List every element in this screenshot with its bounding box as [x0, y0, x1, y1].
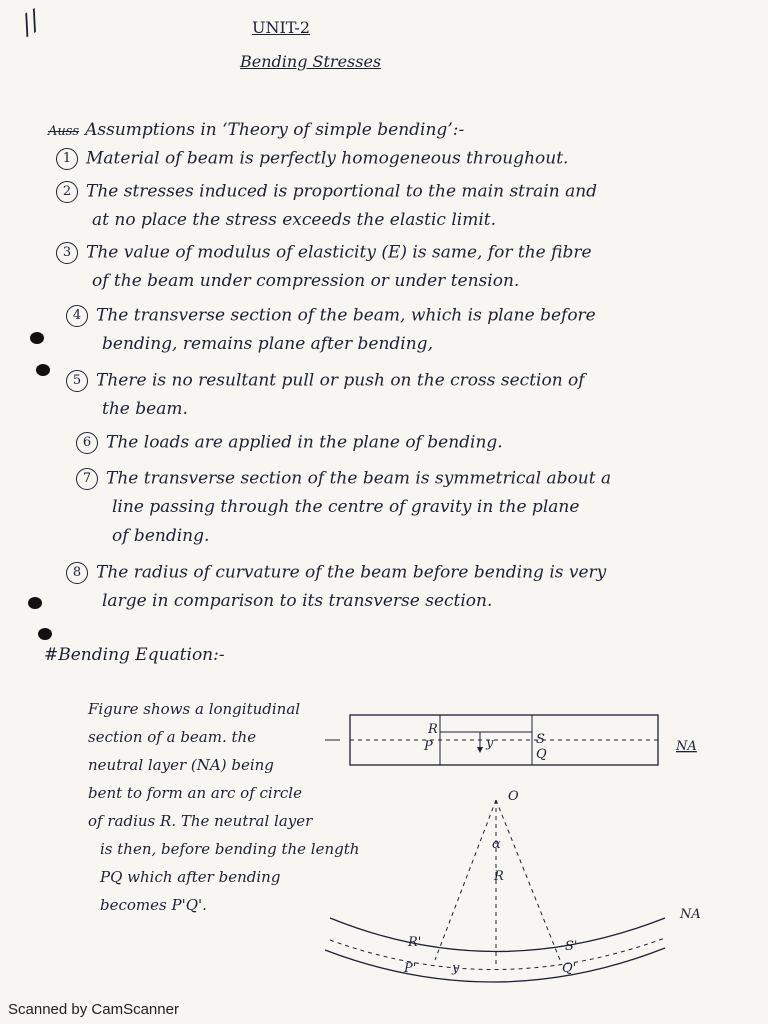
- assumption-text: The radius of curvature of the beam before bending is very: [96, 562, 607, 583]
- assumption-text: The loads are applied in the plane of bending.: [106, 432, 503, 453]
- label-o: O: [508, 789, 519, 804]
- label-p: P: [424, 739, 433, 754]
- label-na-top: NA: [676, 739, 697, 754]
- unit-title-text: UNIT-2: [252, 18, 310, 37]
- bending-equation-heading: #Bending Equation:-: [44, 645, 225, 665]
- assumption-number: 2: [56, 181, 78, 203]
- label-r: R: [428, 722, 438, 737]
- corner-mark: //: [15, 5, 46, 41]
- assumption-number: 8: [66, 562, 88, 584]
- label-na-bottom: NA: [680, 907, 701, 922]
- description-line: PQ which after bending: [100, 868, 281, 886]
- assumption-text: large in comparison to its transverse section.: [102, 591, 493, 611]
- label-q: Q: [536, 747, 547, 762]
- assumption-text: The stresses induced is proportional to the main strain and: [86, 181, 598, 202]
- assumption-number: 6: [76, 432, 98, 454]
- label-y-bottom: y: [452, 961, 460, 976]
- assumption-text: line passing through the centre of gravity in the plane: [112, 497, 580, 517]
- label-r-prime: R': [408, 935, 422, 950]
- assumption-text: bending, remains plane after bending,: [102, 334, 433, 354]
- assumption-text: of the beam under compression or under tension.: [92, 271, 520, 291]
- assumption-text: The transverse section of the beam is symmetrical about a: [106, 468, 612, 489]
- label-s: S: [536, 732, 545, 747]
- label-radius: R: [494, 869, 504, 884]
- assumption-text: at no place the stress exceeds the elastic limit.: [92, 210, 496, 230]
- assumptions-heading-text: Assumptions in ‘Theory of simple bending’:-: [85, 120, 465, 140]
- label-p-prime: P': [404, 961, 417, 976]
- description-line: section of a beam. the: [88, 728, 257, 746]
- description-line: neutral layer (NA) being: [88, 756, 274, 774]
- description-line: is then, before bending the length: [100, 840, 360, 858]
- struck-word: Auss: [48, 124, 80, 139]
- assumption-number: 3: [56, 242, 78, 264]
- label-q-prime: Q': [562, 961, 577, 976]
- assumption-text: the beam.: [102, 399, 188, 419]
- page-title-text: Bending Stresses: [240, 52, 382, 71]
- description-line: of radius R. The neutral layer: [88, 812, 313, 830]
- assumption-text: The value of modulus of elasticity (E) is same, for the fibre: [86, 242, 592, 263]
- assumption-text: There is no resultant pull or push on the cross section of: [96, 370, 585, 391]
- assumption-text: The transverse section of the beam, which is plane before: [96, 305, 596, 326]
- assumption-number: 1: [56, 148, 78, 170]
- label-alpha: α: [492, 837, 501, 852]
- description-line: Figure shows a longitudinal: [88, 700, 301, 718]
- assumption-text: Material of beam is perfectly homogeneous throughout.: [86, 148, 569, 169]
- footer-watermark: Scanned by CamScanner: [8, 1001, 179, 1018]
- description-line: bent to form an arc of circle: [88, 784, 302, 802]
- assumption-text: of bending.: [112, 526, 210, 546]
- assumption-number: 4: [66, 305, 88, 327]
- assumption-number: 5: [66, 370, 88, 392]
- bent-beam: [325, 800, 665, 982]
- label-s-prime: S': [565, 939, 578, 954]
- assumption-number: 7: [76, 468, 98, 490]
- description-line: becomes P'Q'.: [100, 896, 207, 914]
- label-y: y: [486, 736, 494, 751]
